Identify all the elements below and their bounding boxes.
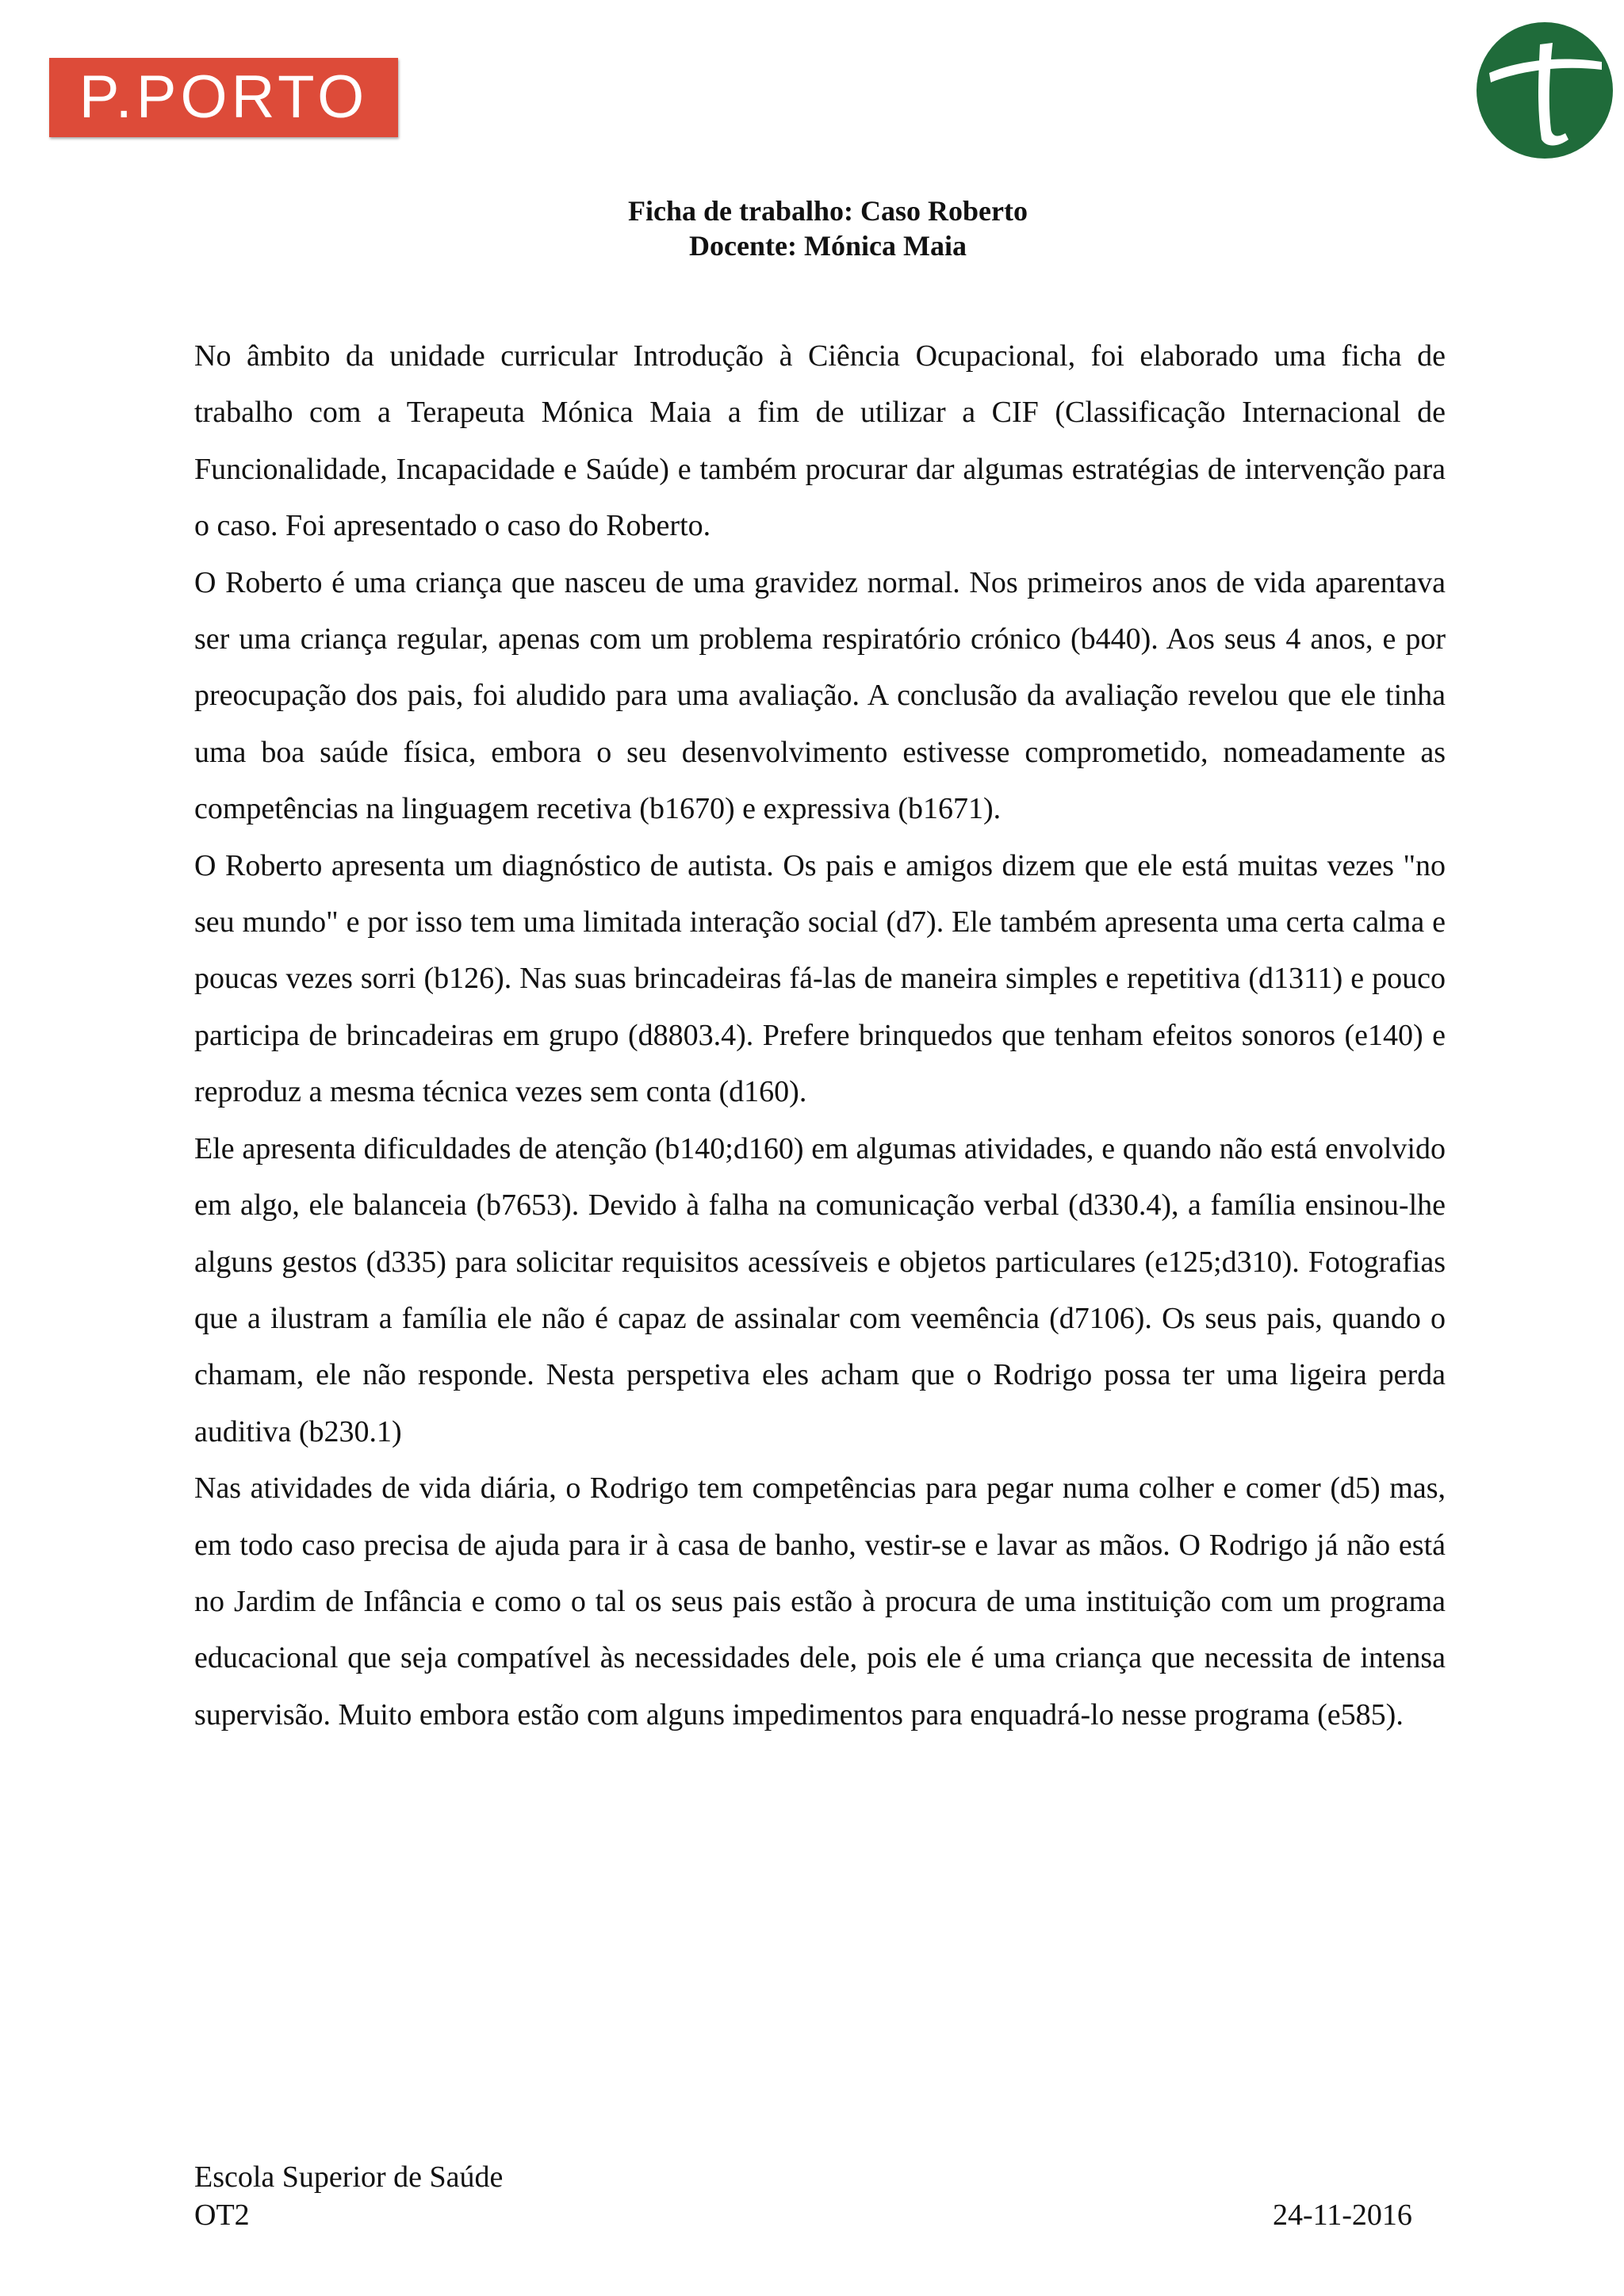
pporto-logo-text: P.PORTO <box>79 63 369 131</box>
footer-class: OT2 <box>194 2198 250 2232</box>
document-title: Ficha de trabalho: Caso Roberto <box>628 195 1028 227</box>
footer-school: Escola Superior de Saúde <box>194 2160 504 2194</box>
footer-left <box>194 2158 503 2234</box>
document-body <box>194 328 1446 1743</box>
footer-date: 24-11-2016 <box>1273 2198 1412 2232</box>
school-seal-logo <box>1475 21 1614 160</box>
paragraph-daily-life: Nas atividades de vida diária, o Rodrigo tem competências para pegar numa colher e comer (d5) mas, em todo caso precisa de ajuda para ir à casa de banho, vestir-se e lavar as mãos. O Rodrigo já não está no Jardim de Infância e como o tal os seus pais estão à procura de uma instituição com um programa educacional que seja compatível às necessidades dele, pois ele é uma criança que necessita de intensa supervisão. Muito embora estão com alguns impedimentos para enquadrá-lo nesse programa (e585). <box>194 1471 1446 1732</box>
pporto-logo <box>49 58 398 137</box>
paragraph-attention: Ele apresenta dificuldades de atenção (b140;d160) em algumas atividades, e quando não está envolvido em algo, ele balanceia (b7653). Devido à falha na comunicação verbal (d330.4), a família ensinou-lhe alguns gestos (d335) para solicitar requisitos acessíveis e objetos particulares (e125;d310). Fotografias que a ilustram a família ele não é capaz de assinalar com veemência (d7106). Os seus pais, quando o chamam, ele não responde. Nesta perspetiva eles acham que o Rodrigo possa ter uma ligeira perda auditiva (b230.1) <box>194 1131 1446 1448</box>
paragraph-history: O Roberto é uma criança que nasceu de uma gravidez normal. Nos primeiros anos de vida aparentava ser uma criança regular, apenas com um problema respiratório crónico (b440). Aos seus 4 anos, e por preocupação dos pais, foi aludido para uma avaliação. A conclusão da avaliação revelou que ele tinha uma boa saúde física, embora o seu desenvolvimento estivesse comprometido, nomeadamente as competências na linguagem recetiva (b1670) e expressiva (b1671). <box>194 565 1446 826</box>
document-header <box>0 193 1624 263</box>
paragraph-diagnosis: O Roberto apresenta um diagnóstico de autista. Os pais e amigos dizem que ele está muitas vezes "no seu mundo" e por isso tem uma limitada interação social (d7). Ele também apresenta uma certa calma e poucas vezes sorri (b126). Nas suas brincadeiras fá-las de maneira simples e repetitiva (d1311) e pouco participa de brincadeiras em grupo (d8803.4). Prefere brinquedos que tenham efeitos sonoros (e140) e reproduz a mesma técnica vezes sem conta (d160). <box>194 848 1446 1109</box>
paragraph-intro: No âmbito da unidade curricular Introdução à Ciência Ocupacional, foi elaborado uma ficha de trabalho com a Terapeuta Mónica Maia a fim de utilizar a CIF (Classificação Internacional de Funcionalidade, Incapacidade e Saúde) e também procurar dar algumas estratégias de intervenção para o caso. Foi apresentado o caso do Roberto. <box>194 339 1446 543</box>
document-docente: Docente: Mónica Maia <box>689 230 967 262</box>
